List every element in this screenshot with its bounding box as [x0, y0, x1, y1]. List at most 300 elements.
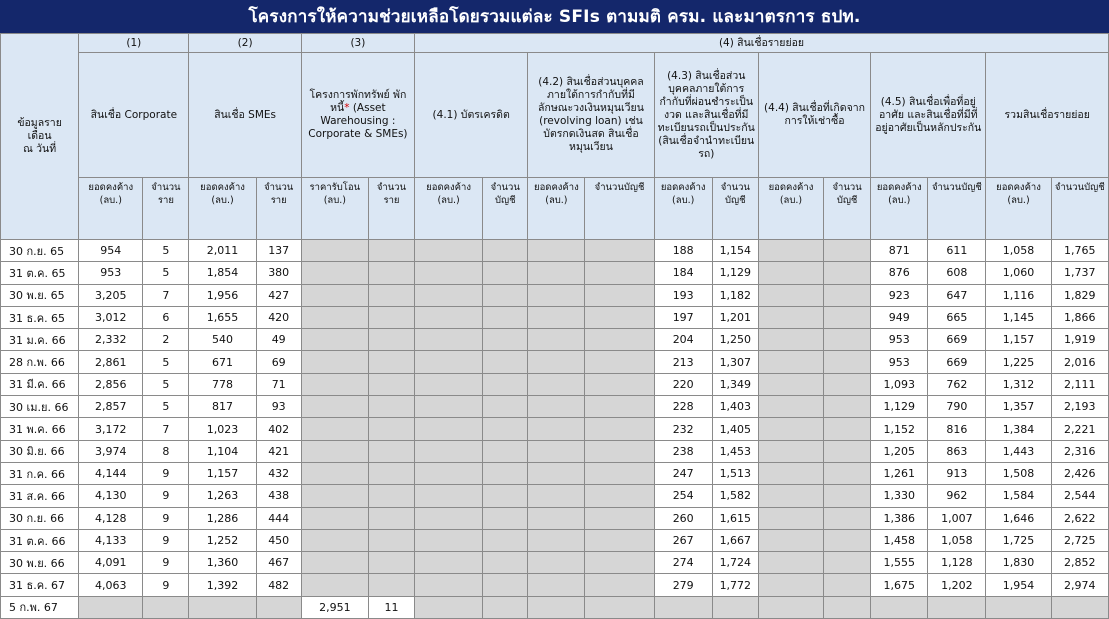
table-cell: [758, 440, 823, 462]
table-cell: 778: [189, 373, 256, 395]
table-cell: 1,667: [712, 529, 758, 551]
table-cell: [415, 373, 483, 395]
table-cell: 1,250: [712, 329, 758, 351]
table-cell: 1,307: [712, 351, 758, 373]
table-cell: [528, 507, 585, 529]
table-cell: [301, 485, 368, 507]
table-cell: [585, 507, 654, 529]
table-cell: 790: [928, 396, 986, 418]
table-cell: [301, 240, 368, 262]
table-cell: [824, 462, 871, 484]
row-date: 30 พ.ย. 65: [1, 284, 79, 306]
table-cell: [824, 552, 871, 574]
table-cell: [415, 529, 483, 551]
table-row: [1, 329, 1109, 351]
table-cell: 4,128: [79, 507, 143, 529]
row-date: 31 พ.ค. 66: [1, 418, 79, 440]
table-cell: [415, 485, 483, 507]
row-date: 31 ธ.ค. 65: [1, 306, 79, 328]
sub-label: ยอดคงค้าง (ลบ.): [189, 178, 256, 240]
table-cell: [585, 418, 654, 440]
table-cell: 427: [256, 284, 301, 306]
table-cell: 1,154: [712, 240, 758, 262]
table-cell: [415, 284, 483, 306]
table-cell: [368, 485, 414, 507]
table-cell: [758, 596, 823, 618]
table-cell: 9: [143, 552, 189, 574]
table-cell: [528, 284, 585, 306]
table-cell: 279: [654, 574, 712, 596]
table-cell: 953: [79, 262, 143, 284]
table-row: [1, 440, 1109, 462]
table-cell: 1,508: [986, 462, 1051, 484]
table-cell: [415, 574, 483, 596]
table-cell: [415, 418, 483, 440]
table-cell: [585, 351, 654, 373]
table-cell: 665: [928, 306, 986, 328]
table-cell: [824, 373, 871, 395]
table-cell: [528, 529, 585, 551]
table-cell: 2,861: [79, 351, 143, 373]
table-cell: 49: [256, 329, 301, 351]
table-cell: 1,854: [189, 262, 256, 284]
table-cell: [301, 306, 368, 328]
table-cell: [824, 507, 871, 529]
table-cell: 444: [256, 507, 301, 529]
table-cell: [585, 329, 654, 351]
table-cell: 7: [143, 418, 189, 440]
table-cell: 1,392: [189, 574, 256, 596]
table-cell: 2,856: [79, 373, 143, 395]
table-cell: 6: [143, 306, 189, 328]
table-cell: 1,555: [871, 552, 928, 574]
table-cell: 1,615: [712, 507, 758, 529]
group-label-4: (4) สินเชื่อรายย่อย: [415, 34, 1109, 53]
table-cell: [585, 596, 654, 618]
table-cell: 4,063: [79, 574, 143, 596]
table-cell: [824, 284, 871, 306]
table-cell: 954: [79, 240, 143, 262]
table-cell: 1,737: [1051, 262, 1108, 284]
table-cell: 1,582: [712, 485, 758, 507]
table-cell: 1,830: [986, 552, 1051, 574]
table-cell: [528, 306, 585, 328]
table-cell: 2,016: [1051, 351, 1108, 373]
sub-label: ยอดคงค้าง (ลบ.): [79, 178, 143, 240]
table-cell: [585, 284, 654, 306]
table-cell: [528, 329, 585, 351]
table-cell: [368, 240, 414, 262]
table-cell: 232: [654, 418, 712, 440]
table-cell: [758, 507, 823, 529]
sub-label: ยอดคงค้าง (ลบ.): [871, 178, 928, 240]
table-cell: [483, 462, 528, 484]
table-cell: 669: [928, 329, 986, 351]
table-cell: 1,453: [712, 440, 758, 462]
table-cell: [528, 596, 585, 618]
table-cell: 1,182: [712, 284, 758, 306]
row-date: 5 ก.พ. 67: [1, 596, 79, 618]
table-cell: [824, 329, 871, 351]
table-cell: 2,974: [1051, 574, 1108, 596]
table-cell: [528, 262, 585, 284]
table-cell: [301, 373, 368, 395]
table-cell: 1,646: [986, 507, 1051, 529]
table-cell: 1,058: [928, 529, 986, 551]
col-title-revolving: (4.2) สินเชื่อส่วนบุคคลภายใต้การกำกับที่มีลักษณะวงเงินหมุนเวียน (revolving loan) เช่น บัตรกดเงินสด สินเชื่อหมุนเวียน: [528, 53, 654, 178]
table-cell: [712, 596, 758, 618]
table-cell: [301, 351, 368, 373]
table-cell: 2,221: [1051, 418, 1108, 440]
sub-label: จำนวนบัญชี: [585, 178, 654, 240]
table-cell: [301, 440, 368, 462]
table-cell: 1,357: [986, 396, 1051, 418]
table-row: [1, 574, 1109, 596]
assistance-table: [0, 33, 1109, 619]
table-cell: [415, 507, 483, 529]
table-cell: 1,261: [871, 462, 928, 484]
table-cell: 9: [143, 507, 189, 529]
table-row: [1, 596, 1109, 618]
table-cell: [585, 529, 654, 551]
table-cell: [483, 351, 528, 373]
sub-label: จำนวนราย: [256, 178, 301, 240]
group-label-2: (2): [189, 34, 301, 53]
table-cell: 71: [256, 373, 301, 395]
table-cell: 188: [654, 240, 712, 262]
table-cell: 1,513: [712, 462, 758, 484]
table-cell: 1,675: [871, 574, 928, 596]
sub-label: จำนวนราย: [368, 178, 414, 240]
row-date: 30 ก.ย. 65: [1, 240, 79, 262]
table-cell: 4,144: [79, 462, 143, 484]
table-cell: [368, 418, 414, 440]
table-cell: 1,023: [189, 418, 256, 440]
table-cell: [483, 262, 528, 284]
table-cell: 11: [368, 596, 414, 618]
table-cell: [415, 329, 483, 351]
table-cell: 5: [143, 396, 189, 418]
table-cell: [585, 462, 654, 484]
table-cell: 1,405: [712, 418, 758, 440]
table-cell: [483, 396, 528, 418]
table-cell: 2,193: [1051, 396, 1108, 418]
table-cell: [758, 306, 823, 328]
sub-label: ยอดคงค้าง (ลบ.): [986, 178, 1051, 240]
table-cell: 1,954: [986, 574, 1051, 596]
table-cell: 9: [143, 574, 189, 596]
table-cell: 3,012: [79, 306, 143, 328]
table-cell: 247: [654, 462, 712, 484]
col-title-housing: (4.5) สินเชื่อเพื่อที่อยู่อาศัย และสินเชื่อที่มีที่อยู่อาศัยเป็นหลักประกัน: [871, 53, 986, 178]
sub-label: จำนวนบัญชี: [928, 178, 986, 240]
table-cell: 1,386: [871, 507, 928, 529]
table-cell: [824, 418, 871, 440]
table-cell: 421: [256, 440, 301, 462]
row-date: 30 ก.ย. 66: [1, 507, 79, 529]
page-title: โครงการให้ความช่วยเหลือโดยรวมแต่ละ SFIs ตามมติ ครม. และมาตรการ ธปท.: [0, 0, 1109, 33]
table-row: [1, 485, 1109, 507]
table-cell: 7: [143, 284, 189, 306]
table-cell: [824, 351, 871, 373]
table-cell: 420: [256, 306, 301, 328]
table-cell: 1,201: [712, 306, 758, 328]
table-cell: 1,007: [928, 507, 986, 529]
table-cell: 2,011: [189, 240, 256, 262]
table-cell: 1,128: [928, 552, 986, 574]
table-cell: [368, 507, 414, 529]
table-cell: 671: [189, 351, 256, 373]
sub-label: จำนวนบัญชี: [1051, 178, 1108, 240]
table-cell: 1,205: [871, 440, 928, 462]
table-cell: 1,724: [712, 552, 758, 574]
table-cell: [368, 284, 414, 306]
table-row: [1, 284, 1109, 306]
table-cell: 923: [871, 284, 928, 306]
table-cell: 1,349: [712, 373, 758, 395]
table-cell: 3,205: [79, 284, 143, 306]
table-cell: [483, 552, 528, 574]
col-title-corporate: สินเชื่อ Corporate: [79, 53, 189, 178]
row-date: 31 ส.ค. 66: [1, 485, 79, 507]
table-cell: 137: [256, 240, 301, 262]
sub-label: จำนวนบัญชี: [712, 178, 758, 240]
row-date: 30 มิ.ย. 66: [1, 440, 79, 462]
table-cell: 1,129: [712, 262, 758, 284]
table-cell: [758, 373, 823, 395]
table-cell: 2,316: [1051, 440, 1108, 462]
table-cell: [758, 284, 823, 306]
table-cell: 197: [654, 306, 712, 328]
table-cell: [368, 440, 414, 462]
table-cell: [824, 262, 871, 284]
table-row: [1, 462, 1109, 484]
table-cell: 2: [143, 329, 189, 351]
group-label-1: (1): [79, 34, 189, 53]
table-cell: 1,157: [189, 462, 256, 484]
table-cell: 8: [143, 440, 189, 462]
table-cell: [301, 329, 368, 351]
table-cell: [415, 462, 483, 484]
table-cell: 817: [189, 396, 256, 418]
table-cell: 5: [143, 240, 189, 262]
table-cell: 1,286: [189, 507, 256, 529]
table-cell: 913: [928, 462, 986, 484]
table-cell: [368, 351, 414, 373]
table-cell: 2,426: [1051, 462, 1108, 484]
sub-label: จำนวนบัญชี: [483, 178, 528, 240]
col-title-hire-purchase: (4.4) สินเชื่อที่เกิดจากการให้เช่าซื้อ: [758, 53, 870, 178]
table-cell: 9: [143, 529, 189, 551]
table-cell: 1,443: [986, 440, 1051, 462]
table-cell: [824, 596, 871, 618]
table-cell: [528, 240, 585, 262]
table-cell: [758, 351, 823, 373]
table-cell: 2,332: [79, 329, 143, 351]
table-cell: [483, 440, 528, 462]
sub-label: ยอดคงค้าง (ลบ.): [654, 178, 712, 240]
row-date: 31 ก.ค. 66: [1, 462, 79, 484]
sub-label: ยอดคงค้าง (ลบ.): [528, 178, 585, 240]
table-cell: [528, 552, 585, 574]
table-row: [1, 262, 1109, 284]
table-cell: 438: [256, 485, 301, 507]
table-cell: 5: [143, 351, 189, 373]
table-cell: 608: [928, 262, 986, 284]
table-cell: [415, 596, 483, 618]
table-cell: 1,263: [189, 485, 256, 507]
table-cell: [585, 240, 654, 262]
table-cell: 2,725: [1051, 529, 1108, 551]
table-row: [1, 373, 1109, 395]
table-cell: [528, 373, 585, 395]
table-cell: [415, 396, 483, 418]
table-cell: 949: [871, 306, 928, 328]
table-cell: [528, 396, 585, 418]
table-cell: 1,093: [871, 373, 928, 395]
col-title-smes: สินเชื่อ SMEs: [189, 53, 301, 178]
table-cell: 482: [256, 574, 301, 596]
table-cell: [415, 351, 483, 373]
table-cell: 1,129: [871, 396, 928, 418]
table-cell: [824, 529, 871, 551]
table-cell: [824, 574, 871, 596]
table-cell: 1,919: [1051, 329, 1108, 351]
table-cell: [301, 507, 368, 529]
table-cell: [528, 440, 585, 462]
table-cell: 1,655: [189, 306, 256, 328]
table-cell: 2,852: [1051, 552, 1108, 574]
table-cell: 228: [654, 396, 712, 418]
table-cell: 871: [871, 240, 928, 262]
table-cell: 3,974: [79, 440, 143, 462]
table-body: [1, 240, 1109, 619]
table-cell: [824, 440, 871, 462]
table-cell: 1,312: [986, 373, 1051, 395]
row-date: 31 ต.ค. 65: [1, 262, 79, 284]
table-cell: [483, 284, 528, 306]
table-cell: 1,225: [986, 351, 1051, 373]
table-cell: [758, 574, 823, 596]
group-label-3: (3): [301, 34, 414, 53]
table-cell: 93: [256, 396, 301, 418]
table-cell: 69: [256, 351, 301, 373]
table-cell: [143, 596, 189, 618]
table-cell: [585, 574, 654, 596]
table-cell: 1,360: [189, 552, 256, 574]
table-cell: [483, 485, 528, 507]
table-cell: [301, 396, 368, 418]
table-cell: [585, 306, 654, 328]
table-cell: [824, 240, 871, 262]
row-date: 30 เม.ย. 66: [1, 396, 79, 418]
table-cell: 1,252: [189, 529, 256, 551]
table-cell: [824, 306, 871, 328]
table-cell: [758, 485, 823, 507]
table-cell: [824, 396, 871, 418]
table-cell: [585, 485, 654, 507]
table-cell: [758, 329, 823, 351]
table-row: [1, 240, 1109, 262]
table-cell: [585, 396, 654, 418]
table-cell: 4,133: [79, 529, 143, 551]
table-cell: [368, 262, 414, 284]
sub-label: จำนวนราย: [143, 178, 189, 240]
table-cell: 2,622: [1051, 507, 1108, 529]
table-cell: [758, 529, 823, 551]
table-cell: [528, 485, 585, 507]
table-cell: [368, 306, 414, 328]
table-cell: 3,172: [79, 418, 143, 440]
table-cell: 254: [654, 485, 712, 507]
table-cell: [483, 329, 528, 351]
table-cell: 220: [654, 373, 712, 395]
table-cell: 2,857: [79, 396, 143, 418]
table-cell: 4,091: [79, 552, 143, 574]
table-cell: [758, 552, 823, 574]
row-date: 31 ธ.ค. 67: [1, 574, 79, 596]
table-cell: [415, 240, 483, 262]
table-cell: 1,584: [986, 485, 1051, 507]
table-cell: [368, 329, 414, 351]
table-cell: 876: [871, 262, 928, 284]
table-cell: 762: [928, 373, 986, 395]
table-cell: [758, 262, 823, 284]
table-cell: [528, 351, 585, 373]
table-cell: 2,544: [1051, 485, 1108, 507]
row-date: 31 ต.ค. 66: [1, 529, 79, 551]
table-cell: [528, 462, 585, 484]
table-cell: 1,866: [1051, 306, 1108, 328]
table-cell: 1,458: [871, 529, 928, 551]
table-cell: 1,145: [986, 306, 1051, 328]
table-cell: [585, 552, 654, 574]
row-date: 28 ก.พ. 66: [1, 351, 79, 373]
table-cell: 1,829: [1051, 284, 1108, 306]
table-cell: 213: [654, 351, 712, 373]
table-cell: 962: [928, 485, 986, 507]
table-cell: [928, 596, 986, 618]
table-row: [1, 418, 1109, 440]
table-cell: [758, 396, 823, 418]
table-cell: [483, 574, 528, 596]
table-cell: 816: [928, 418, 986, 440]
table-cell: 1,772: [712, 574, 758, 596]
table-cell: 193: [654, 284, 712, 306]
table-cell: 863: [928, 440, 986, 462]
table-cell: [301, 418, 368, 440]
table-cell: [301, 574, 368, 596]
table-cell: 238: [654, 440, 712, 462]
table-cell: 1,104: [189, 440, 256, 462]
table-cell: 1,725: [986, 529, 1051, 551]
table-cell: [415, 552, 483, 574]
sub-label: ราคารับโอน (ลบ.): [301, 178, 368, 240]
table-cell: 953: [871, 329, 928, 351]
date-column-header: ข้อมูลราย เดือน ณ วันที่: [1, 34, 79, 240]
table-cell: [415, 440, 483, 462]
table-row: [1, 552, 1109, 574]
table-row: [1, 396, 1109, 418]
table-cell: [368, 396, 414, 418]
table-cell: 647: [928, 284, 986, 306]
table-cell: [528, 574, 585, 596]
table-cell: 402: [256, 418, 301, 440]
table-cell: [585, 262, 654, 284]
col-title-warehousing: โครงการพักทรัพย์ พักหนี้* (Asset Warehousing : Corporate & SMEs): [301, 53, 414, 178]
table-cell: 2,951: [301, 596, 368, 618]
table-cell: 1,956: [189, 284, 256, 306]
